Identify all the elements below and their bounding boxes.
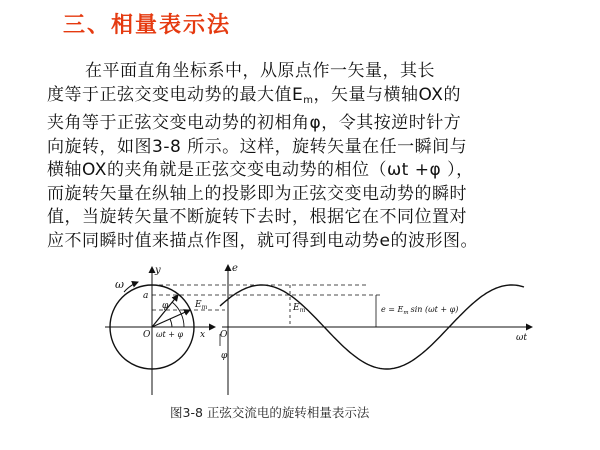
em-vector-label: $E_m$ [195, 300, 208, 311]
phasor-figure [100, 262, 540, 397]
phi-label-lower: φ [221, 351, 228, 361]
y-axis-label: y [155, 265, 161, 276]
origin-right-label: O [220, 330, 228, 340]
paragraph-line-1: 在平面直角坐标系中，从原点作一矢量，其长 [85, 61, 435, 81]
origin-left-label: O [143, 330, 151, 340]
wt-axis-label: ωt [516, 333, 527, 343]
em-amplitude-label: $E_m$ [293, 303, 306, 314]
angle-arc-phi [170, 319, 172, 327]
paragraph-line-6: 而旋转矢量在纵轴上的投影即为正弦交变电动势的瞬时 [47, 183, 467, 204]
paragraph-line-2-part-a: 度等于正弦交变电动势的最大值E [47, 84, 304, 105]
paragraph-line-8: 应不同瞬时值来描点作图，就可得到电动势e的波形图。 [47, 230, 478, 251]
paragraph-line-3: 夹角等于正弦交变电动势的初相角φ，令其按逆时针方 [47, 113, 462, 133]
em-subscript: m [303, 94, 314, 106]
rotated-phasor [152, 295, 178, 327]
angle-arc-wt [172, 302, 184, 327]
figure-caption: 图3-8 正弦交流电的旋转相量表示法 [170, 405, 370, 420]
paragraph-line-7: 值，当旋转矢量不断旋转下去时，根据它在不同位置对 [47, 207, 467, 227]
paragraph-line-2-part-b: ，矢量与横轴OX的 [313, 84, 461, 105]
body-paragraph [47, 60, 582, 253]
phi-label-upper: φ [162, 301, 169, 311]
omega-label: ω [115, 278, 124, 291]
e-axis-label: e [232, 263, 238, 274]
paragraph-line-2 [47, 84, 582, 113]
paragraph-line-5: 横轴OX的夹角就是正弦交变电动势的相位（ωt +φ ）， [47, 160, 474, 180]
x-axis-label: x [200, 330, 206, 340]
instant-formula: $e = E_m$ sin (ωt + φ) [381, 305, 459, 316]
wt-phi-label: ωt + φ [156, 330, 184, 339]
point-a-label: a [143, 291, 149, 301]
phasor-diagram [100, 262, 540, 397]
paragraph-line-4: 向旋转，如图3-8 所示。这样，旋转矢量在任一瞬间与 [47, 136, 468, 157]
slide-title: 三、相量表示法 [63, 13, 232, 38]
